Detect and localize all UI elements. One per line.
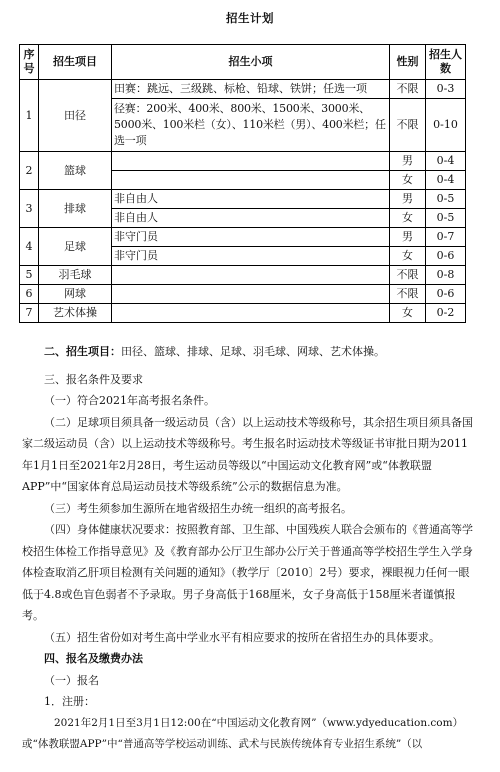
row-gender: 男: [390, 152, 426, 171]
row-gender: 男: [390, 228, 426, 247]
row-gender: 不限: [390, 80, 426, 99]
header-no: 序号: [20, 45, 39, 80]
table-row: [20, 266, 466, 285]
section-3-p4: （四）身体健康状况要求：按照教育部、卫生部、中国残疾人联合会颁布的《普通高等学校招生体检工作指导意见》及《教育部办公厅卫生部办公厅关于普通高等学校招生学生入学身体检查取消乙肝项目检测有关问题的通知》（教学厅〔2010〕2号）要求，裸眼视力任何一眼低于4.8或色盲色弱者不予录取。男子身高低于168厘米，女子身高低于158厘米者谨慎报考。: [22, 523, 473, 622]
row-gender: 女: [390, 304, 426, 323]
row-item: 羽毛球: [39, 266, 112, 285]
row-count: 0-6: [426, 285, 466, 304]
row-gender: 女: [390, 171, 426, 190]
row-count: 0-7: [426, 228, 466, 247]
row-item: 艺术体操: [39, 304, 112, 323]
row-sub: [112, 304, 390, 323]
row-sub: 径赛：200米、400米、800米、1500米、3000米、5000米、100米栏（女）、110米栏（男）、400米栏；任选一项: [112, 99, 390, 152]
section-4-heading: 四、报名及缴费办法: [44, 652, 143, 665]
row-gender: 男: [390, 190, 426, 209]
row-item: 足球: [39, 228, 112, 266]
section-3-p3: （三）考生须参加生源所在地省级招生办统一组织的高考报名。: [44, 501, 352, 515]
row-count: 0-2: [426, 304, 466, 323]
row-count: 0-10: [426, 99, 466, 152]
page-title: 招生计划: [226, 11, 274, 25]
section-2-text: 田径、篮球、排球、足球、羽毛球、网球、艺术体操。: [121, 345, 385, 358]
table-row: [20, 80, 466, 99]
row-count: 0-6: [426, 247, 466, 266]
table-header-row: [20, 45, 466, 80]
row-sub: [112, 171, 390, 190]
row-count: 0-4: [426, 171, 466, 190]
section-3-heading: 三、报名条件及要求: [44, 372, 143, 386]
section-2: [22, 341, 477, 363]
row-gender: 不限: [390, 285, 426, 304]
row-gender: 女: [390, 209, 426, 228]
section-3-p2: （二）足球项目须具备一级运动员（含）以上运动技术等级称号，其余招生项目须具备国家二级运动员（含）以上运动技术等级称号。考生报名时运动技术等级证书审批日期为2011年1月1日至2021年2月28日，考生运动员等级以“中国运动文化教育网”或“体教联盟APP”中“国家体育总局运动员技术等级系统”公示的数据信息为准。: [22, 415, 473, 493]
section-4-sub2: 1．注册：: [44, 695, 95, 708]
row-item: 田径: [39, 80, 112, 152]
table-row: [20, 304, 466, 323]
row-gender: 不限: [390, 266, 426, 285]
row-count: 0-4: [426, 152, 466, 171]
section-2-heading: 二、招生项目：: [44, 345, 121, 358]
row-no: 6: [20, 285, 39, 304]
row-gender: 不限: [390, 99, 426, 152]
row-count: 0-5: [426, 190, 466, 209]
row-count: 0-3: [426, 80, 466, 99]
section-4-p2: 或“体教联盟APP”中“普通高等学校运动训练、武术与民族传统体育专业招生系统”（以: [22, 738, 423, 750]
row-item: 排球: [39, 190, 112, 228]
row-item: 篮球: [39, 152, 112, 190]
row-sub: 非守门员: [112, 228, 390, 247]
row-count: 0-5: [426, 209, 466, 228]
row-sub: [112, 285, 390, 304]
section-3-p1: （一）符合2021年高考报名条件。: [44, 394, 215, 407]
row-count: 0-8: [426, 266, 466, 285]
header-count: 招生人数: [426, 45, 466, 80]
row-no: 1: [20, 80, 39, 152]
row-sub: 非守门员: [112, 247, 390, 266]
table-row: [20, 152, 466, 171]
row-sub: 非自由人: [112, 190, 390, 209]
table-row: [20, 190, 466, 209]
enrollment-plan-table: [19, 44, 466, 323]
row-no: 7: [20, 304, 39, 323]
header-item: 招生项目: [39, 45, 112, 80]
row-item: 网球: [39, 285, 112, 304]
row-sub: [112, 266, 390, 285]
row-no: 5: [20, 266, 39, 285]
row-sub: 田赛：跳远、三级跳、标枪、铅球、铁饼；任选一项: [112, 80, 390, 99]
section-4-p1: 2021年2月1日至3月1日12:00在“中国运动文化教育网”（www.ydyeducation.com）: [54, 716, 464, 729]
table-row: [20, 228, 466, 247]
section-4-sub1: （一）报名: [44, 673, 99, 687]
table-row: [20, 285, 466, 304]
header-gender: 性别: [390, 45, 426, 80]
row-no: 3: [20, 190, 39, 228]
section-3-p5: （五）招生省份如对考生高中学业水平有相应要求的按所在省招生办的具体要求。: [44, 630, 440, 644]
row-gender: 女: [390, 247, 426, 266]
body-text: [22, 341, 477, 756]
row-sub: [112, 152, 390, 171]
row-no: 2: [20, 152, 39, 190]
header-sub: 招生小项: [112, 45, 390, 80]
row-no: 4: [20, 228, 39, 266]
row-sub: 非自由人: [112, 209, 390, 228]
